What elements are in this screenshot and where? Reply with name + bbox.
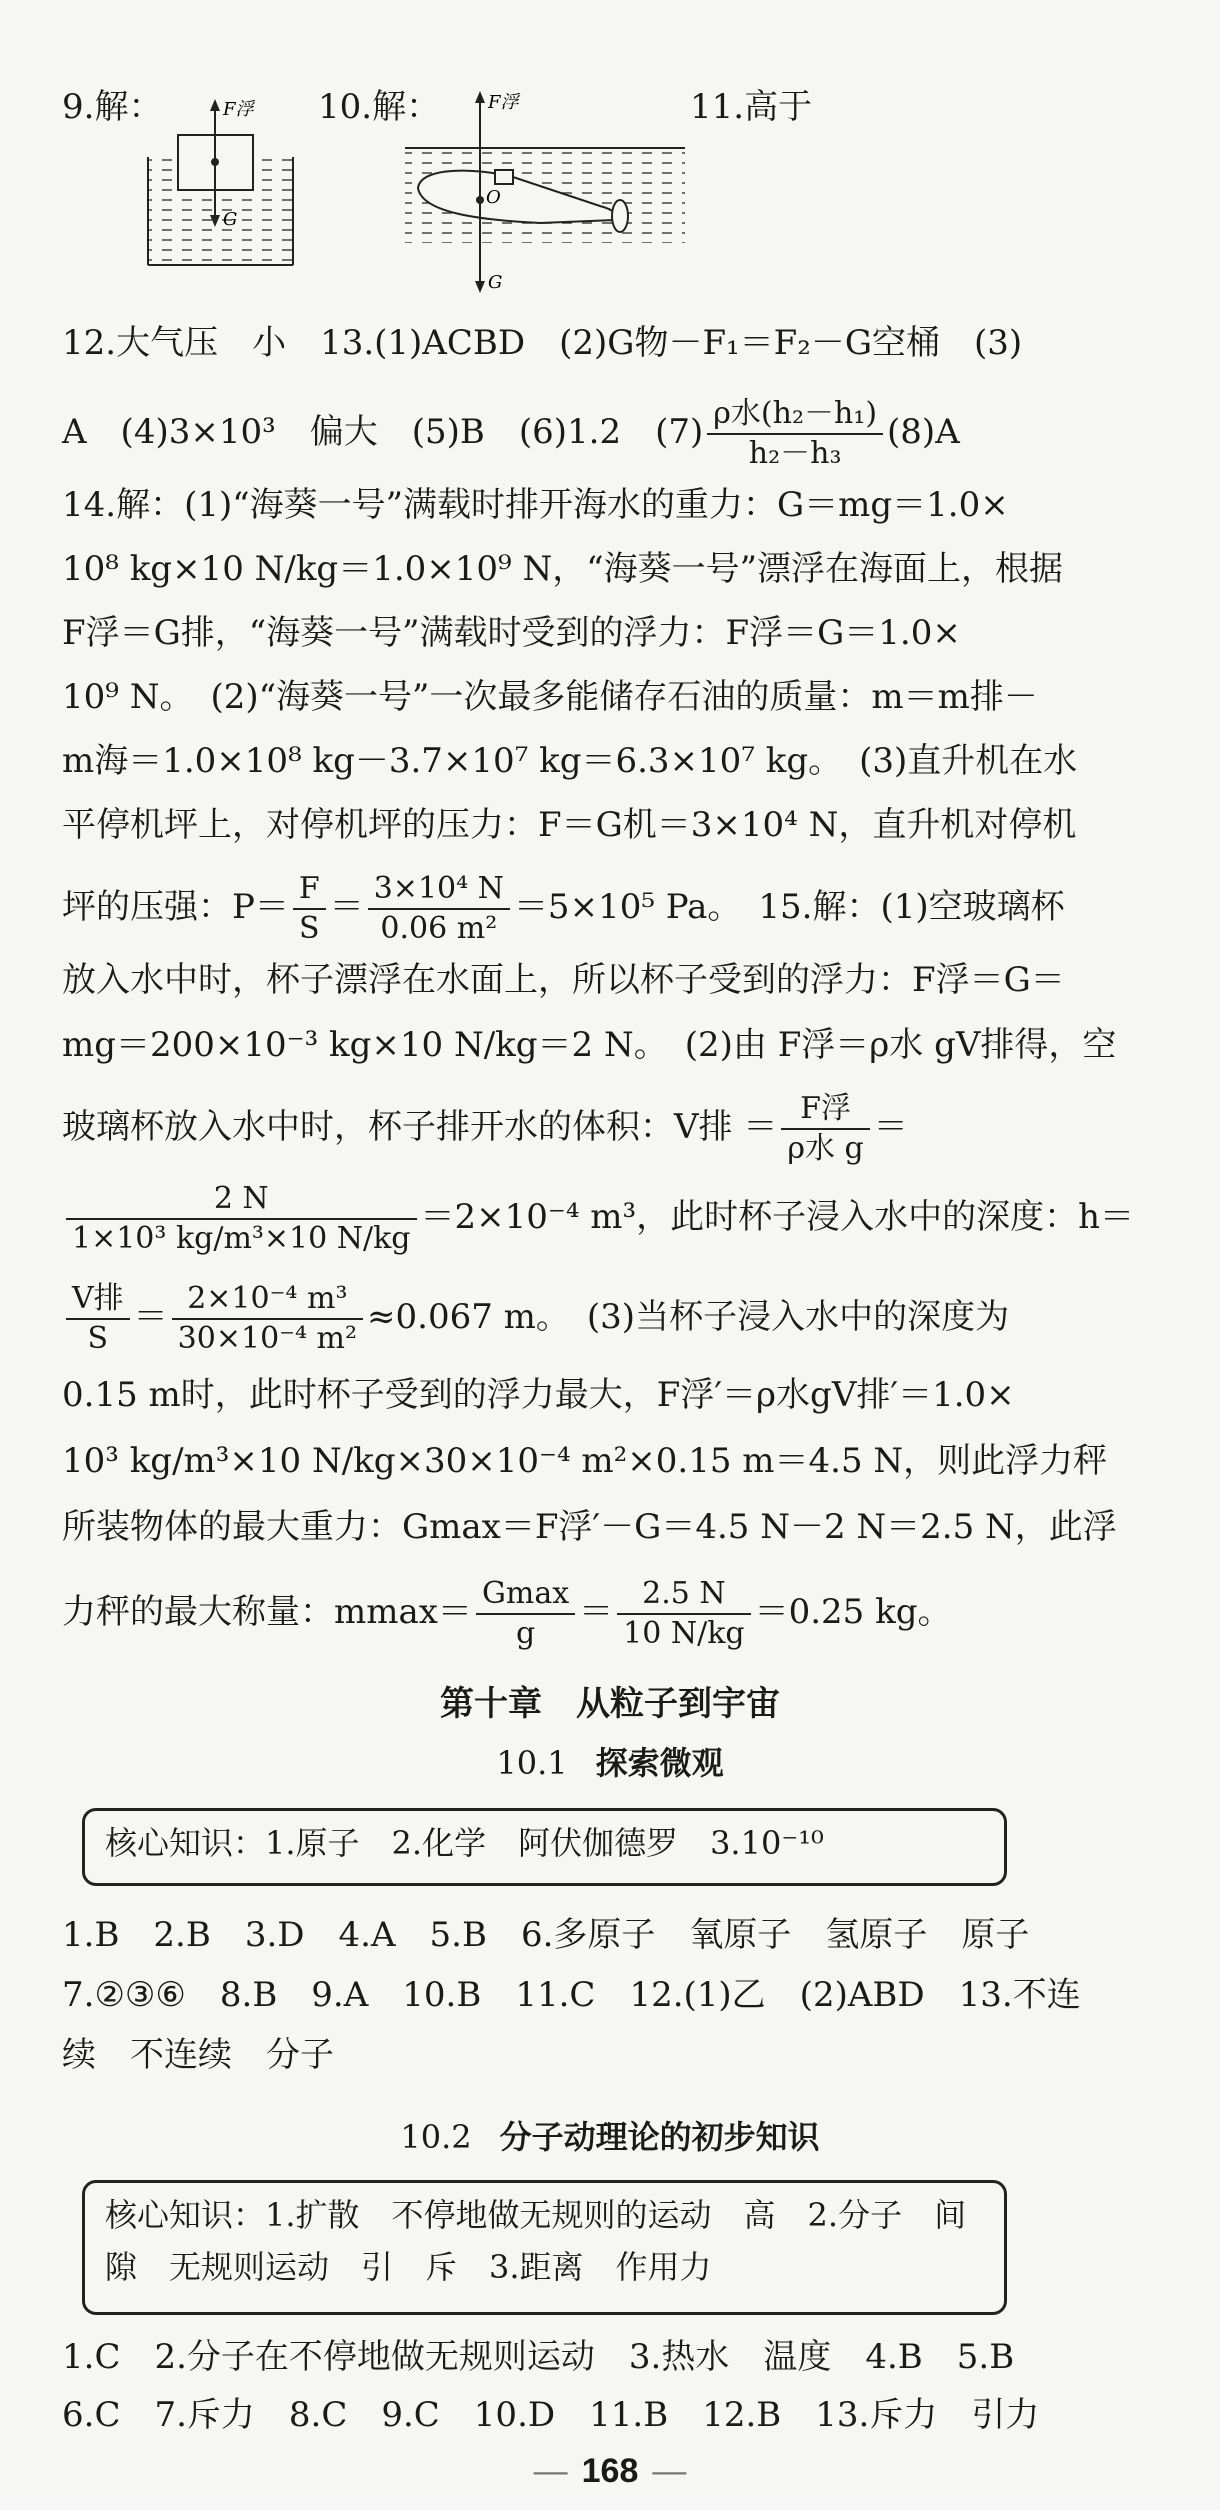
- line-17: 10⁹ N。 (2)“海葵一号”一次最多能储存石油的质量：m＝m排－: [62, 677, 1038, 717]
- fraction-volume-value: $\frac{2 N}{\text{1×10³ kg/m³×10 N/kg}}$: [66, 1180, 417, 1258]
- line-14: 14.解：(1)“海葵一号”满载时排开海水的重力：G＝mg＝1.0×: [62, 485, 1009, 525]
- line-18: m海＝1.0×10⁸ kg－3.7×10⁷ kg＝6.3×10⁷ kg。 (3)直升机在水: [62, 741, 1078, 781]
- line-12: 12.大气压 小 13.(1)ACBD (2)G物－F₁＝F₂－G空桶 (3): [62, 323, 1023, 363]
- line-16: F浮＝G排，“海葵一号”满载时受到的浮力：F浮＝G＝1.0×: [62, 613, 961, 653]
- answers-10-1-line-2: 7.②③⑥ 8.B 9.A 10.B 11.C 12.(1)乙 (2)ABD 13.不连: [62, 1975, 1081, 2015]
- fraction-volume: $\frac{\text{F浮}}{\text{ρ水 g}}$: [781, 1090, 869, 1168]
- line-26: 0.15 m时，此时杯子受到的浮力最大，F浮′＝ρ水gV排′＝1.0×: [62, 1375, 1015, 1415]
- section-10-2-heading: 10.2 分子动理论的初步知识: [400, 2118, 820, 2156]
- q10-label: 10.解：: [318, 87, 441, 127]
- line-27: 10³ kg/m³×10 N/kg×30×10⁻⁴ m²×0.15 m＝4.5 N，则此浮力秤: [62, 1441, 1108, 1481]
- section-10-1-heading: 10.1 探索微观: [496, 1744, 724, 1782]
- core-knowledge-box-1: 核心知识：1.原子 2.化学 阿伏伽德罗 3.10⁻¹⁰: [82, 1808, 1007, 1886]
- line-25: $\frac{\text{V排}}{S}$ ＝ $\frac{\text{2×10⁻⁴ m³}}{\text{30×10⁻⁴ m²}}$ ≈0.067 m。 (3)当杯子浸入水中的深度为: [62, 1280, 1182, 1358]
- answers-10-2-line-2: 6.C 7.斥力 8.C 9.C 10.D 11.B 12.B 13.斥力 引力: [62, 2395, 1040, 2435]
- line-23: 玻璃杯放入水中时，杯子排开水的体积：V排 ＝ $\frac{\text{F浮}}{\text{ρ水 g}}$ ＝: [62, 1091, 908, 1166]
- fraction-g-max: $\frac{Gmax}{g}$: [476, 1575, 575, 1653]
- answers-10-2-line-1: 1.C 2.分子在不停地做无规则运动 3.热水 温度 4.B 5.B: [62, 2337, 1015, 2377]
- q9-label: 9.解：: [62, 87, 163, 127]
- page-number: — 168 —: [533, 2452, 687, 2490]
- q11-answer: 11.高于: [690, 87, 813, 127]
- chapter-title: 第十章 从粒子到宇宙: [440, 1684, 780, 1724]
- q10-gravity-label: G: [488, 272, 503, 293]
- answers-10-1-line-1: 1.B 2.B 3.D 4.A 5.B 6.多原子 氧原子 氢原子 原子: [62, 1915, 1030, 1955]
- q9-float-force-label: F浮: [223, 99, 254, 120]
- core-knowledge-2-line-1: 核心知识：1.扩散 不停地做无规则的运动 高 2.分子 间: [105, 2196, 967, 2234]
- line-20: 坪的压强：P＝ $\frac{F}{S}$ ＝ $\frac{\text{3×10⁴ N}}{\text{0.06 m²}}$ ＝5×10⁵ Pa。 15.解：(1)空玻璃杯: [62, 871, 1065, 946]
- fraction-mass: $\frac{2.5 N}{10 N/kg}$: [617, 1575, 750, 1653]
- fraction-13: $\frac{\text{ρ水(h₂－h₁)}}{\text{h₂－h₃}}$: [707, 395, 883, 473]
- line-29: 力秤的最大称量：mmax＝ $\frac{Gmax}{g}$ ＝ $\frac{2.5 N}{10 N/kg}$ ＝0.25 kg。: [62, 1576, 952, 1651]
- fraction-v-s: $\frac{\text{V排}}{S}$: [66, 1280, 130, 1358]
- fraction-pressure: $\frac{\text{3×10⁴ N}}{\text{0.06 m²}}$: [368, 870, 510, 948]
- core-knowledge-2-line-2: 隙 无规则运动 引 斥 3.距离 作用力: [105, 2248, 712, 2286]
- line-24: $\frac{2 N}{\text{1×10³ kg/m³×10 N/kg}}$ ＝2×10⁻⁴ m³，此时杯子浸入水中的深度：h＝: [62, 1180, 1182, 1258]
- q10-float-force-label: F浮: [488, 92, 519, 113]
- q10-center-label: O: [486, 187, 501, 208]
- line-19: 平停机坪上，对停机坪的压力：F＝G机＝3×10⁴ N，直升机对停机: [62, 805, 1077, 845]
- line-15: 10⁸ kg×10 N/kg＝1.0×10⁹ N，“海葵一号”漂浮在海面上，根据: [62, 549, 1063, 589]
- fraction-f-s: $\frac{F}{S}$: [293, 870, 326, 948]
- line-21: 放入水中时，杯子漂浮在水面上，所以杯子受到的浮力：F浮＝G＝: [62, 960, 1065, 1000]
- line-28: 所装物体的最大重力：Gmax＝F浮′－G＝4.5 N－2 N＝2.5 N，此浮: [62, 1507, 1117, 1547]
- answers-10-1-line-3: 续 不连续 分子: [62, 2035, 334, 2075]
- q10-diagram: [400, 88, 690, 303]
- q9-diagram: [140, 95, 300, 270]
- line-22: mg＝200×10⁻³ kg×10 N/kg＝2 N。 (2)由 F浮＝ρ水 gV排得，空: [62, 1025, 1117, 1065]
- q9-gravity-label: G: [223, 209, 238, 230]
- fraction-depth: $\frac{\text{2×10⁻⁴ m³}}{\text{30×10⁻⁴ m²}}$: [172, 1280, 363, 1358]
- core-knowledge-box-2: [82, 2180, 1007, 2315]
- line-13: A (4)3×10³ 偏大 (5)B (6)1.2 (7) $\frac{\text{ρ水(h₂－h₁)}}{\text{h₂－h₃}}$ (8)A: [62, 396, 960, 471]
